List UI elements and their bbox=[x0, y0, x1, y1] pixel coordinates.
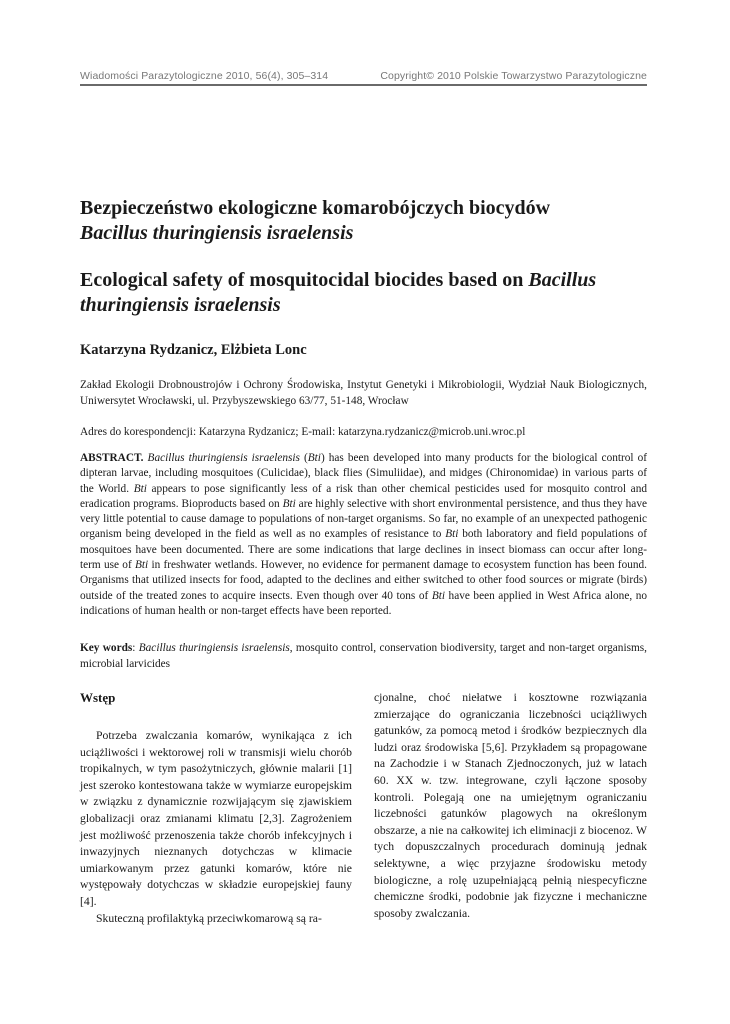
paragraph-2-continued: cjonalne, choć niełatwe i kosztowne rozwiązania zmierzające do ograniczania liczebności uciążliwych gatunków, za pomocą metod i środków bezpiecznych dla ludzi oraz środowiska [5,6]. Przykładem są propagowane na Zachodzie i w Stanach Zjednoczonych, już w latach 60. XX w. tzw. integrowane, czyli łączone sposoby kontroli. Polegają one na umiejętnym ograniczaniu liczebności gatunków plagowych na określonym obszarze, a nie na całkowitej ich eliminacji z biocenoz. W tych dopuszczalnych procedurach dominują jednak selektywne, a więc przyjazne środowisku metody biologiczne, a rolę uzupełniającą pełnią niespecyficzne chemiczne środki, podobnie jak fizyczne i mechaniczne sposoby zwalczania. bbox=[374, 691, 647, 920]
title-polish-line1: Bezpieczeństwo ekologiczne komarobójczych biocydów bbox=[80, 197, 551, 219]
left-column bbox=[80, 690, 352, 927]
header-rule bbox=[80, 84, 647, 86]
abstract: ABSTRACT. Bacillus thuringiensis israelensis (Bti) has been developed into many products for the biological control of dipteran larvae, including mosquitoes (Culicidae), black flies (Simuliidae), and midges (Chironomidae) in various parts of the World. Bti appears to pose significantly less of a risk than other chemical pesticides used for mosquito control and eradication programs. Bioproducts based on Bti are highly selective with short environmental persistence, and thus they have very little potential to cause damage to populations of non-target organisms. So far, no example of an unexpected pathogenic organism being developed in the field as well as no examples of resistance to Bti both laboratory and field populations of mosquitoes have been documented. There are some indications that large declines in insect biomass can occur after long-term use of Bti in freshwater wetlands. However, no evidence for permanent damage to ecosystem function has been found. Organisms that utilized insects for food, adapted to the declines and either switched to other food sources or migrate (birds) outside of the treated zones to acquire insects. Even though over 40 tons of Bti have been applied in West Africa alone, no indications of human health or non-target effects have been reported. bbox=[80, 452, 648, 617]
paragraph-2: Skuteczną profilaktyką przeciwkomarową są ra- bbox=[96, 911, 322, 925]
title-english: Ecological safety of mosquitocidal biocides based on Bacillus thuringiensis israelensis bbox=[80, 269, 597, 316]
authors: Katarzyna Rydzanicz, Elżbieta Lonc bbox=[80, 342, 307, 358]
right-column bbox=[374, 690, 647, 922]
keywords: Key words: Bacillus thuringiensis israelensis, mosquito control, conservation biodiversity, target and non-target organisms, microbial larvicides bbox=[80, 642, 647, 670]
title-polish-line2: Bacillus thuringiensis israelensis bbox=[80, 222, 354, 244]
title-polish bbox=[80, 196, 647, 246]
journal-citation: Wiadomości Parazytologiczne 2010, 56(4), 305–314 bbox=[80, 70, 329, 82]
keywords-label: Key words bbox=[80, 642, 133, 654]
section-heading: Wstęp bbox=[80, 690, 116, 705]
correspondence: Adres do korespondencji: Katarzyna Rydzanicz; E-mail: katarzyna.rydzanicz@microb.uni.wroc.pl bbox=[80, 426, 526, 438]
abstract-label: ABSTRACT. bbox=[80, 452, 144, 464]
running-head bbox=[80, 70, 647, 82]
paragraph-1: Potrzeba zwalczania komarów, wynikająca z ich uciążliwości i wektorowej roli w transmisji wielu chorób tropikalnych, w tym pasożytniczych, głównie malarii [1] jest szeroko kontestowana także w wymiarze europejskim w związku z dynamicznie rozwijającym się zjawiskiem globalizacji oraz zmianami klimatu [2,3]. Zagrożeniem jest możliwość przenoszenia także chorób infekcyjnych i inwazyjnych nieznanych dotychczas w klimacie umiarkowanym przez gatunki komarów, które nie występowały dotychczas w składzie europejskiej fauny [4]. bbox=[80, 729, 352, 908]
affiliation: Zakład Ekologii Drobnoustrojów i Ochrony Środowiska, Instytut Genetyki i Mikrobiologii, Wydział Nauk Biologicznych, Uniwersytet Wrocławski, ul. Przybyszewskiego 63/77, 51-148, Wrocław bbox=[80, 379, 647, 407]
copyright-notice: Copyright© 2010 Polskie Towarzystwo Parazytologiczne bbox=[380, 70, 647, 82]
